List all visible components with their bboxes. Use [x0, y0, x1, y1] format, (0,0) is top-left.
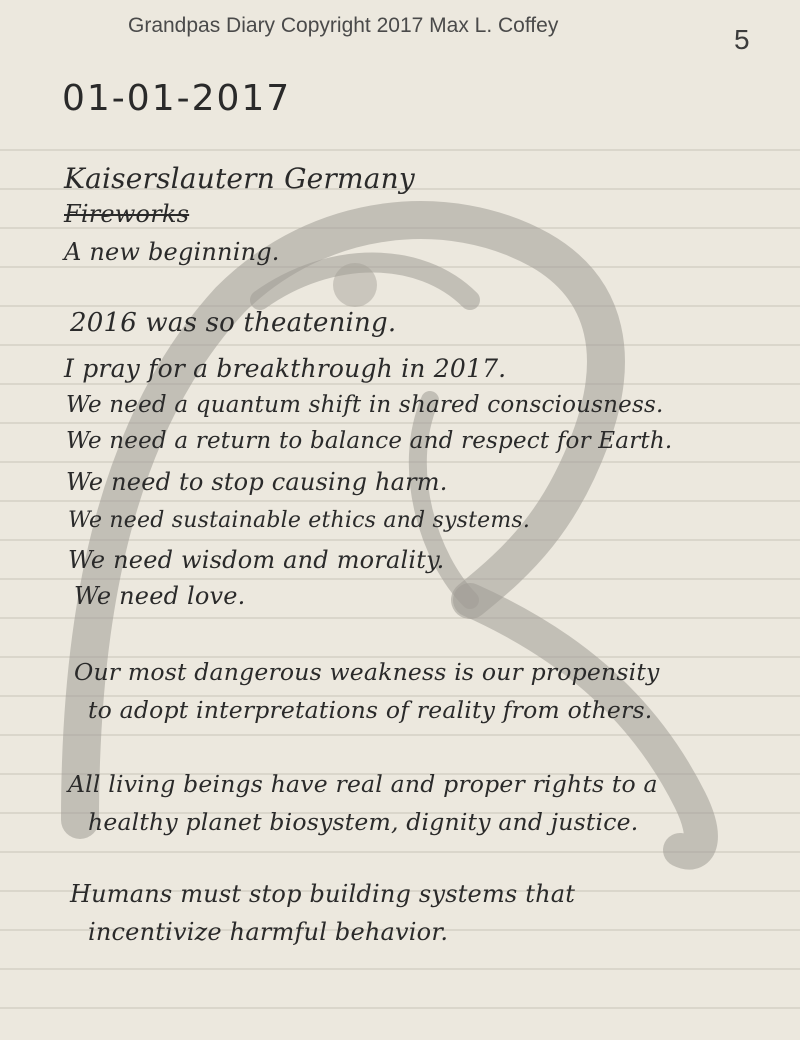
entry-line: 2016 was so theatening. [70, 308, 397, 338]
entry-line: incentivize harmful behavior. [88, 918, 449, 946]
entry-line: We need love. [74, 582, 246, 610]
entry-line: We need to stop causing harm. [66, 468, 448, 496]
entry-line: A new beginning. [64, 238, 280, 266]
entry-line: We need wisdom and morality. [68, 546, 445, 574]
header-title: Grandpas Diary Copyright 2017 Max L. Coffey [128, 14, 559, 37]
entry-line: We need a return to balance and respect for Earth. [66, 428, 673, 454]
entry-line: I pray for a breakthrough in 2017. [64, 354, 507, 383]
entry-line: All living beings have real and proper rights to a [68, 770, 658, 798]
entry-date: 01-01-2017 [62, 78, 292, 119]
entry-line: Kaiserslautern Germany [64, 162, 415, 195]
entry-line: healthy planet biosystem, dignity and justice. [88, 808, 639, 836]
entry-line: Our most dangerous weakness is our propensity [74, 658, 660, 686]
entry-line: Fireworks [64, 200, 190, 228]
entry-line: Humans must stop building systems that [70, 880, 576, 908]
entry-line: to adopt interpretations of reality from others. [88, 696, 653, 724]
entry-line: We need a quantum shift in shared consciousness. [66, 392, 664, 418]
page-number: 5 [734, 24, 750, 55]
entry-line: We need sustainable ethics and systems. [68, 508, 531, 533]
